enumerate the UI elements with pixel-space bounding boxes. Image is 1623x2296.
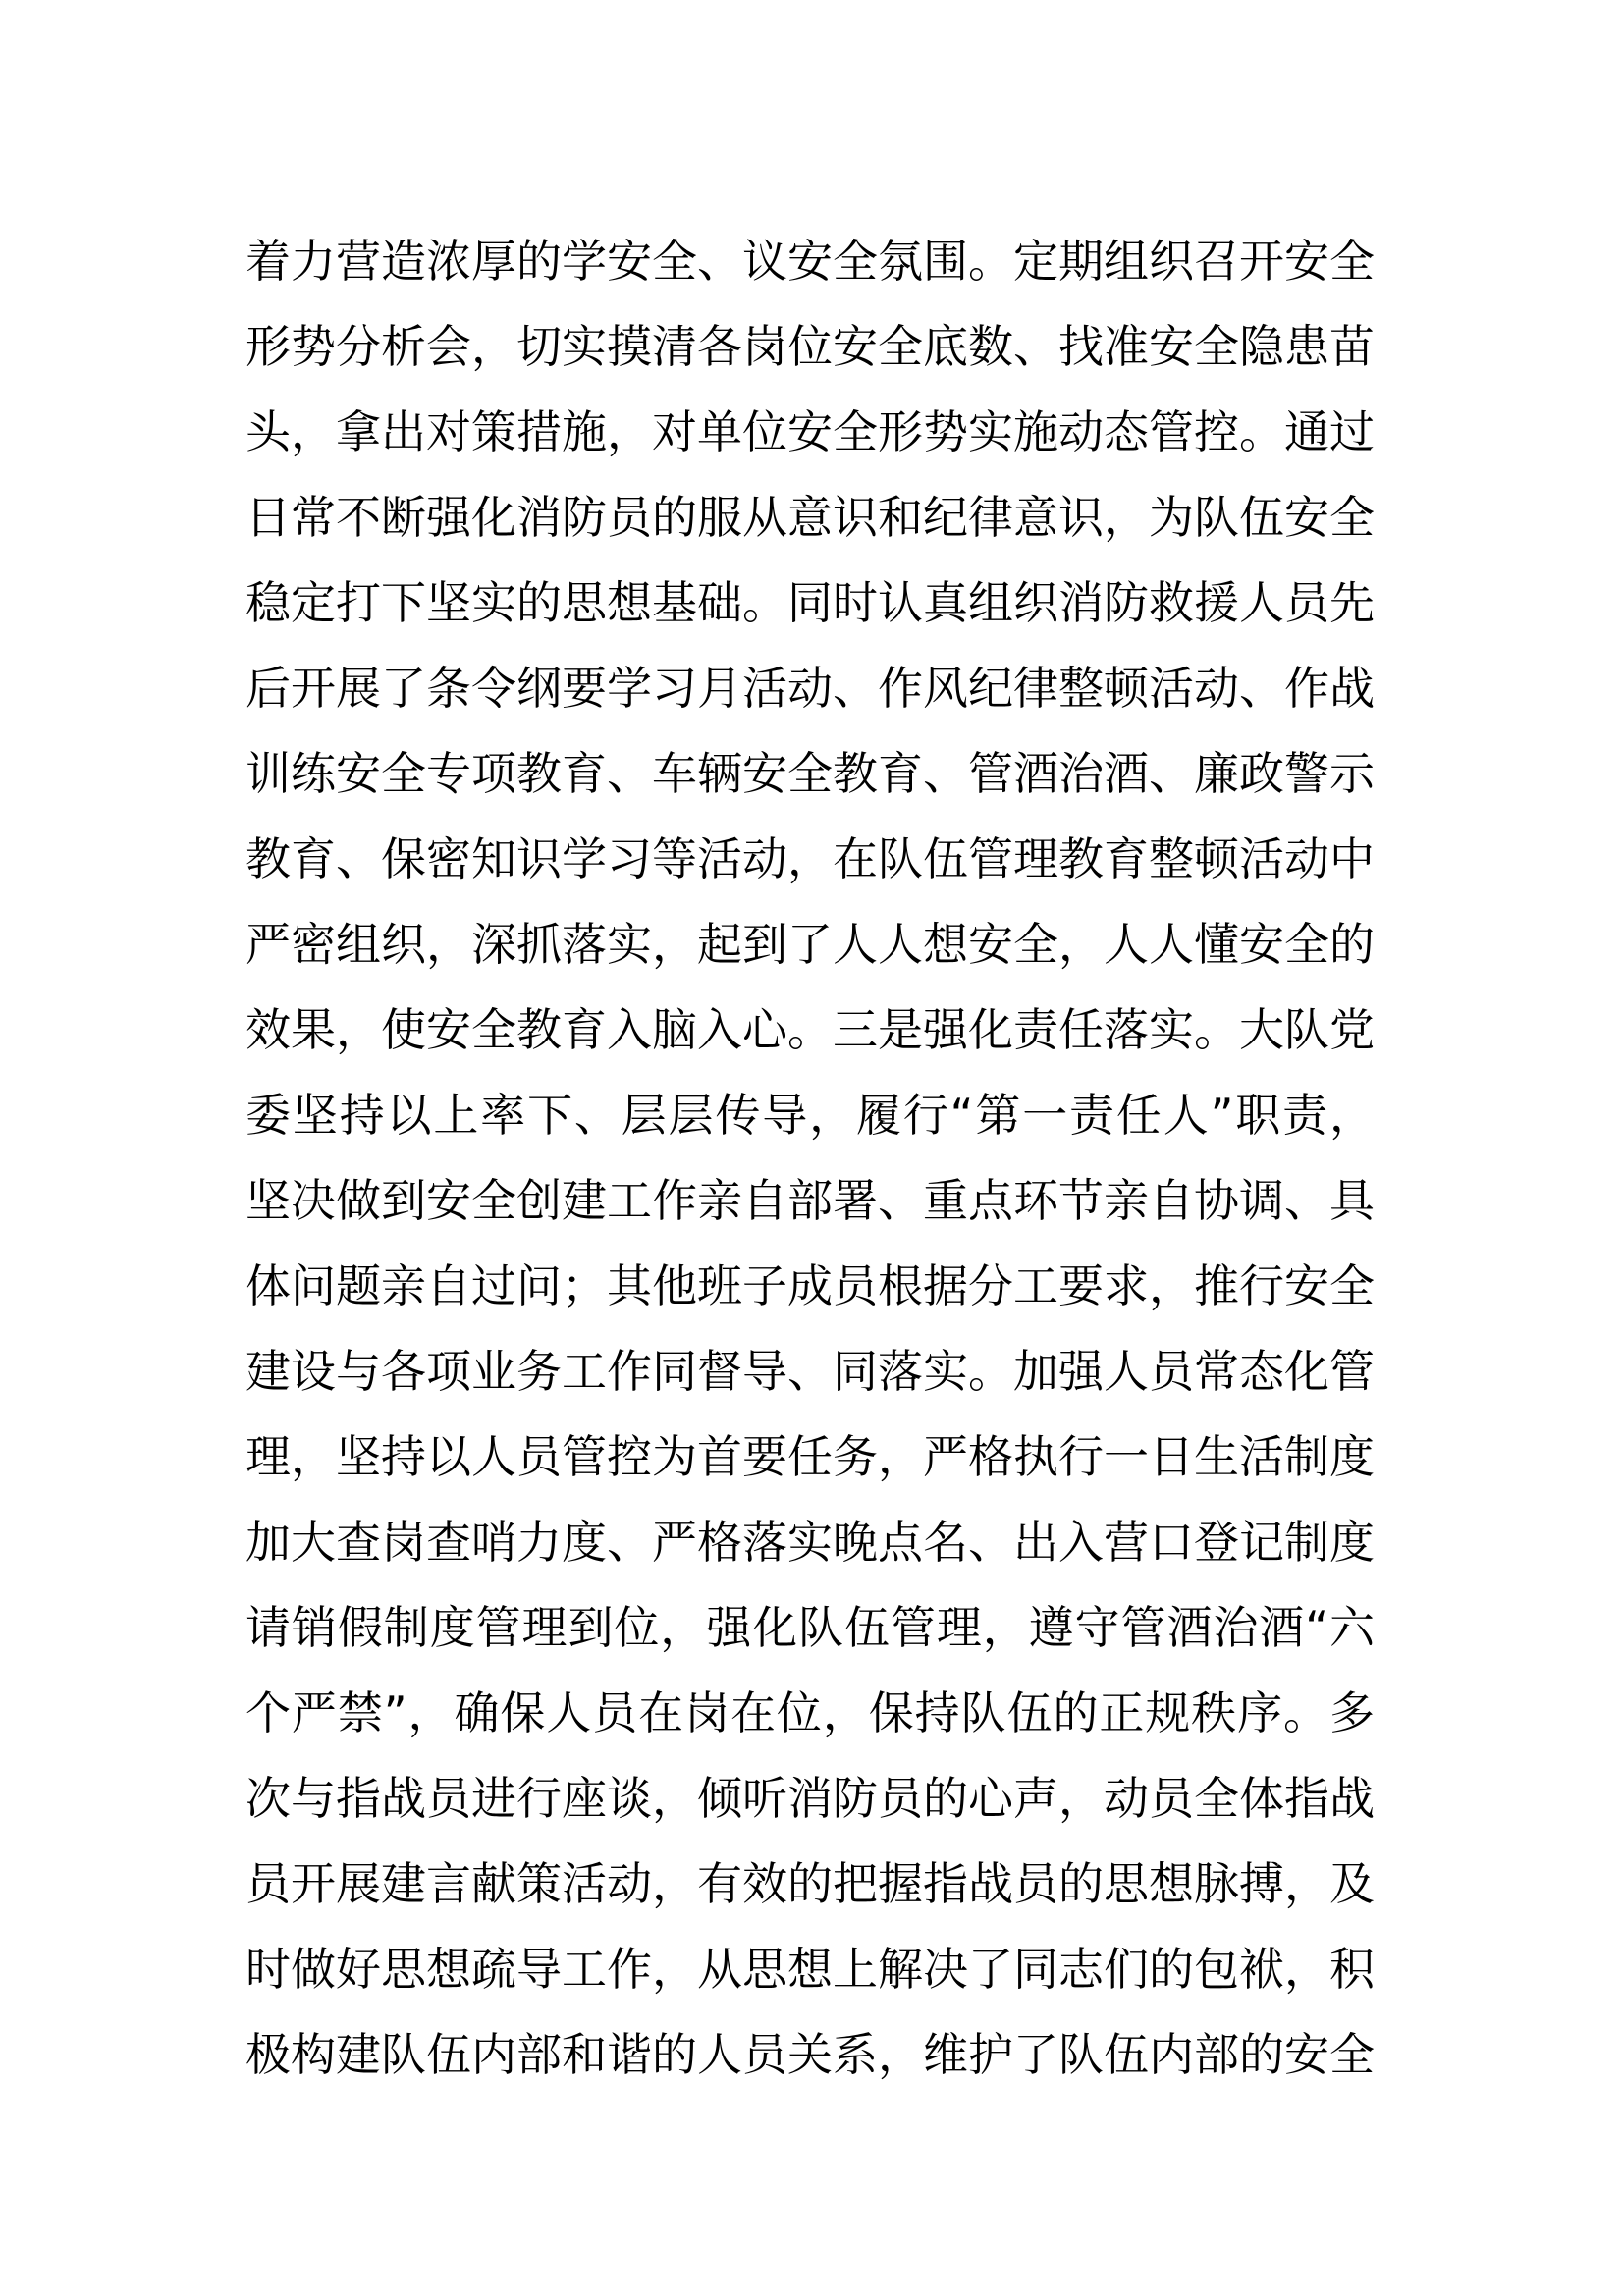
text-line: 极 构 建 队 伍 内 部 和 谐 的 人 员 关 系 ， 维 护 了 队 伍 内 部 的 安 全 — [245, 2027, 1375, 2081]
text-line: 严 密 组 织 ， 深 抓 落 实 ， 起 到 了 人 人 想 安 全 ， 人 人 懂 安 全 的 — [245, 917, 1375, 971]
text-line: 建 设 与 各 项 业 务 工 作 同 督 导 、 同 落 实 。 加 强 人 员 常 态 化 管 — [245, 1344, 1375, 1398]
text-line: 坚 决 做 到 安 全 创 建 工 作 亲 自 部 署 、 重 点 环 节 亲 自 协 调 、 具 — [245, 1173, 1375, 1227]
text-line: 加 大 查 岗 查 哨 力 度 、 严 格 落 实 晚 点 名 、 出 入 营 口 登 记 制 度 — [245, 1515, 1375, 1569]
text-line: 训 练 安 全 专 项 教 育 、 车 辆 安 全 教 育 、 管 酒 治 酒 、 廉 政 警 示 — [245, 746, 1375, 800]
text-line: 委 坚 持 以 上 率 下 、 层 层 传 导 ， 履 行 “ 第 一 责 任 人 ” 职 责 ， — [245, 1088, 1375, 1142]
text-line: 理 ， 坚 持 以 人 员 管 控 为 首 要 任 务 ， 严 格 执 行 一 日 生 活 制 度 — [245, 1429, 1375, 1483]
text-line: 个 严 禁 ” ， 确 保 人 员 在 岗 在 位 ， 保 持 队 伍 的 正 规 秩 序 。 多 — [245, 1685, 1375, 1739]
text-line: 日 常 不 断 强 化 消 防 员 的 服 从 意 识 和 纪 律 意 识 ， 为 队 伍 安 全 — [245, 490, 1375, 544]
text-line: 效 果 ， 使 安 全 教 育 入 脑 入 心 。 三 是 强 化 责 任 落 实 。 大 队 党 — [245, 1002, 1375, 1056]
text-line: 次 与 指 战 员 进 行 座 谈 ， 倾 听 消 防 员 的 心 声 ， 动 员 全 体 指 战 — [245, 1771, 1375, 1825]
text-line: 后 开 展 了 条 令 纲 要 学 习 月 活 动 、 作 风 纪 律 整 顿 活 动 、 作 战 — [245, 661, 1375, 715]
text-line: 体 问 题 亲 自 过 问 ； 其 他 班 子 成 员 根 据 分 工 要 求 ， 推 行 安 全 — [245, 1258, 1375, 1312]
text-line: 时 做 好 思 想 疏 导 工 作 ， 从 思 想 上 解 决 了 同 志 们 的 包 袱 ， 积 — [245, 1942, 1375, 1996]
text-line: 员 开 展 建 言 献 策 活 动 ， 有 效 的 把 握 指 战 员 的 思 想 脉 搏 ， 及 — [245, 1856, 1375, 1910]
text-line: 着 力 营 造 浓 厚 的 学 安 全 、 议 安 全 氛 围 。 定 期 组 织 召 开 安 全 — [245, 234, 1375, 288]
paragraph-text-block — [245, 218, 1375, 2097]
text-line: 教 育 、 保 密 知 识 学 习 等 活 动 ， 在 队 伍 管 理 教 育 整 顿 活 动 中 — [245, 831, 1375, 885]
text-line: 请 销 假 制 度 管 理 到 位 ， 强 化 队 伍 管 理 ， 遵 守 管 酒 治 酒 “ 六 — [245, 1600, 1375, 1654]
text-line: 形 势 分 析 会 ， 切 实 摸 清 各 岗 位 安 全 底 数 、 找 准 安 全 隐 患 苗 — [245, 319, 1375, 373]
text-line: 头 ， 拿 出 对 策 措 施 ， 对 单 位 安 全 形 势 实 施 动 态 管 控 。 通 过 — [245, 404, 1375, 458]
text-line: 稳 定 打 下 坚 实 的 思 想 基 础 。 同 时 认 真 组 织 消 防 救 援 人 员 先 — [245, 575, 1375, 629]
